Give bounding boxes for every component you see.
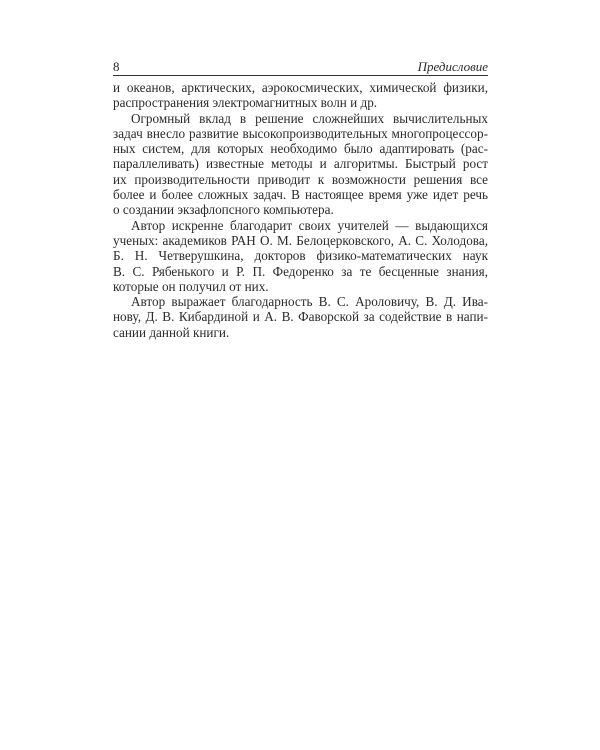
text-line: Автор искренне благодарит своих учителей — выдающихся bbox=[131, 217, 488, 233]
page-header bbox=[113, 56, 488, 76]
body-text bbox=[113, 80, 488, 340]
text-line: более и более сложных задач. В настоящее время уже идет речь bbox=[113, 187, 488, 203]
text-line: сании данной книги. bbox=[113, 324, 230, 340]
paragraph bbox=[113, 80, 488, 111]
header-rule bbox=[113, 75, 488, 76]
text-line: задач внесло развитие высокопроизводительных многопроцессор- bbox=[113, 125, 488, 141]
text-line: Автор выражает благодарность В. С. Ароловичу, В. Д. Ива- bbox=[131, 294, 488, 310]
text-line: ных систем, для которых необходимо было адаптировать (рас- bbox=[113, 141, 488, 157]
text-line: и океанов, арктических, аэрокосмических, химической физики, bbox=[113, 80, 488, 95]
text-line: Б. Н. Четверушкина, докторов физико-математических наук bbox=[113, 248, 488, 264]
text-line: Огромный вклад в решение сложнейших вычислительных bbox=[131, 110, 488, 126]
text-line: ученых: академиков РАН О. М. Белоцерковского, А. С. Холодова, bbox=[113, 232, 488, 248]
text-line: распространения электромагнитных волн и др. bbox=[113, 95, 378, 111]
page-number: 8 bbox=[113, 59, 120, 74]
paragraph bbox=[113, 111, 488, 218]
text-line: нову, Д. В. Кибардиной и А. В. Фаворской за содействие в напи- bbox=[113, 309, 488, 325]
running-title: Предисловие bbox=[417, 59, 488, 74]
paragraph bbox=[113, 218, 488, 294]
text-line: их производительности приводит к возможности решения все bbox=[113, 171, 488, 187]
text-line: параллеливать) известные методы и алгоритмы. Быстрый рост bbox=[113, 156, 488, 172]
text-line: В. С. Рябенького и Р. П. Федоренко за те бесценные знания, bbox=[113, 263, 488, 279]
paragraph bbox=[113, 294, 488, 340]
text-line: которые он получил от них. bbox=[113, 278, 269, 294]
text-line: о создании экзафлопсного компьютера. bbox=[113, 202, 334, 218]
